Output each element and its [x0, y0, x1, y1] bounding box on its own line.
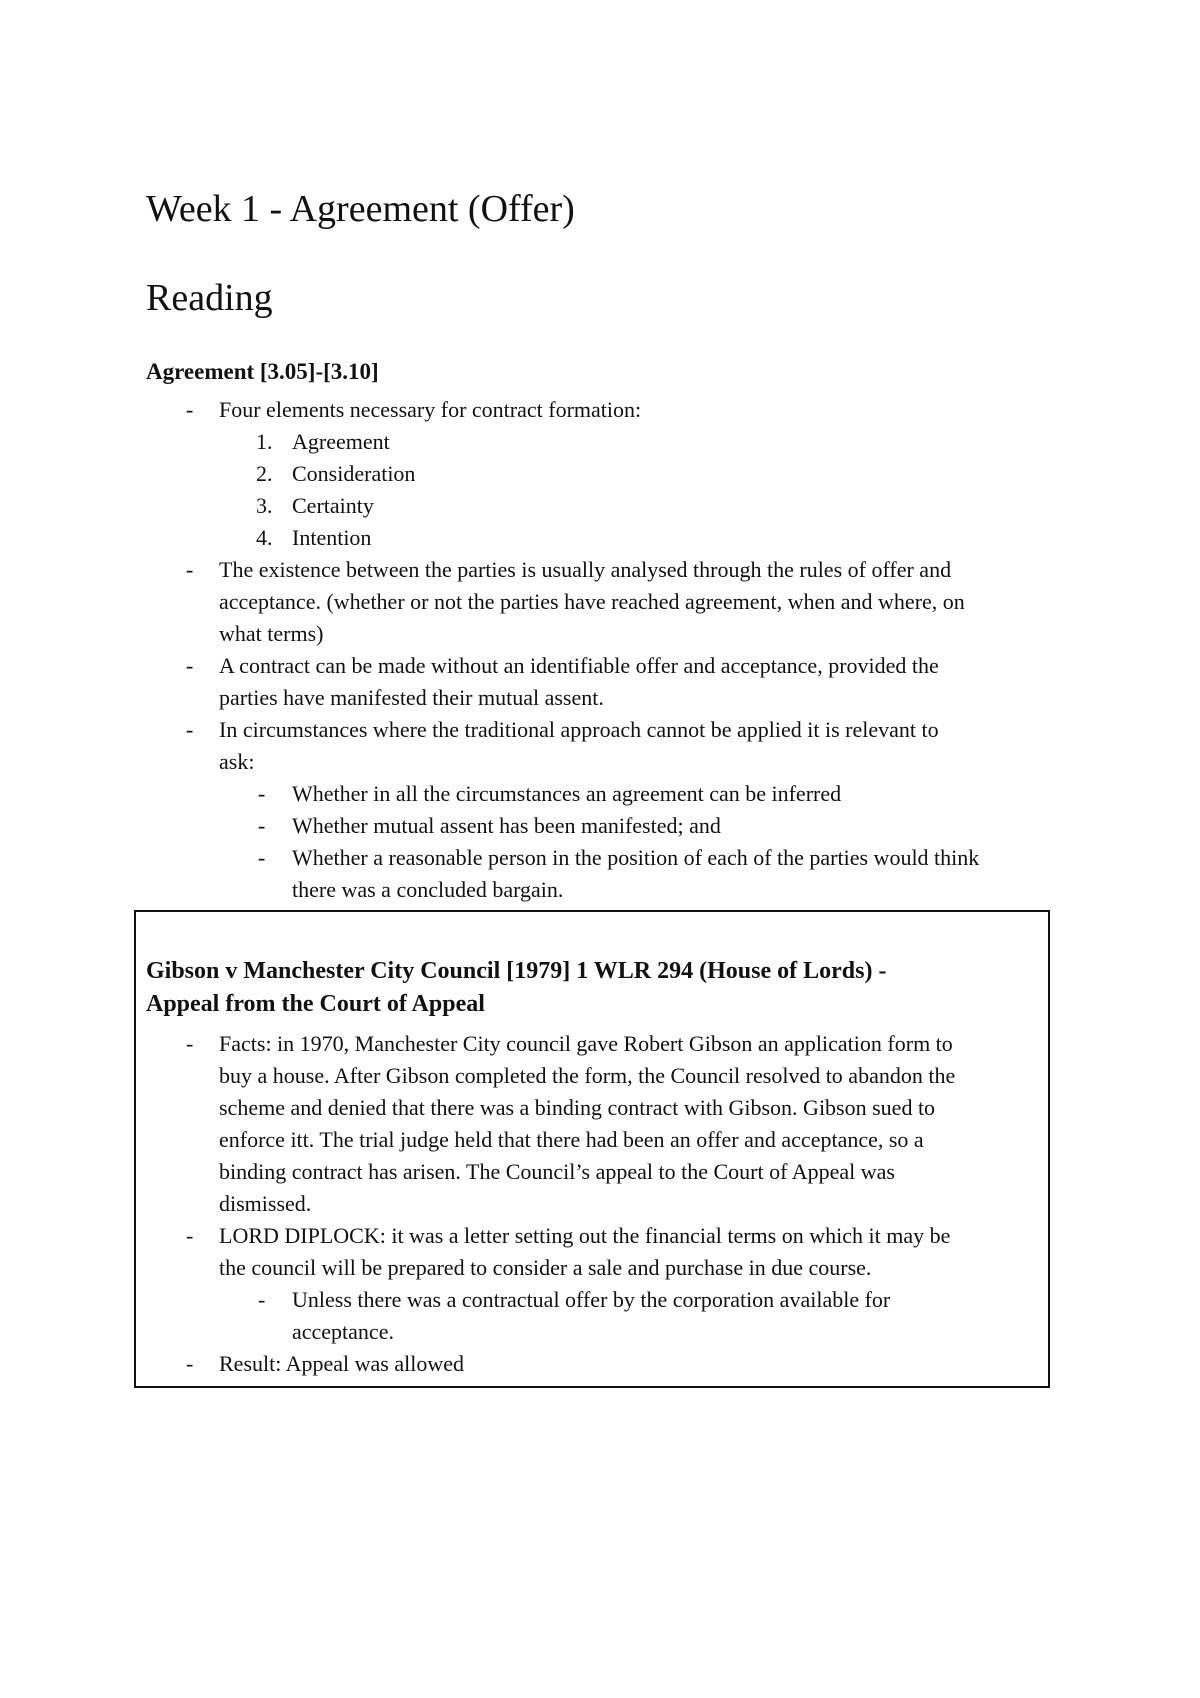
contract-text-line: parties have manifested their mutual assent. [219, 685, 604, 710]
facts-text-line: Facts: in 1970, Manchester City council gave Robert Gibson an application form to [219, 1031, 953, 1056]
list-item-consideration: Consideration [292, 461, 416, 486]
sub-bullet-marker: - [258, 1287, 266, 1312]
diplock-text-line: the council will be prepared to consider a sale and purchase in due course. [219, 1255, 872, 1280]
sub-bullet-marker: - [258, 781, 266, 806]
existence-text-line: The existence between the parties is usually analysed through the rules of offer and [219, 557, 952, 582]
bullet-marker: - [186, 1031, 194, 1056]
bullet-marker: - [186, 557, 194, 582]
existence-text-line: what terms) [219, 621, 324, 646]
sub-item-reasonable-person: Whether a reasonable person in the position of each of the parties would think [292, 845, 980, 870]
diplock-text-line: LORD DIPLOCK: it was a letter setting out the financial terms on which it may be [219, 1223, 951, 1248]
facts-text-line: binding contract has arisen. The Council’s appeal to the Court of Appeal was [219, 1159, 895, 1184]
sub-item-mutual-assent: Whether mutual assent has been manifested; and [292, 813, 721, 838]
list-item-agreement: Agreement [292, 429, 390, 454]
diplock-sub-text-line: Unless there was a contractual offer by the corporation available for [292, 1287, 891, 1312]
list-number: 2. [256, 461, 273, 486]
existence-text-line: acceptance. (whether or not the parties have reached agreement, when and where, on [219, 589, 965, 614]
facts-text-line: enforce itt. The trial judge held that there had been an offer and acceptance, so a [219, 1127, 924, 1152]
bullet-marker: - [186, 1351, 194, 1376]
facts-text-line: buy a house. After Gibson completed the form, the Council resolved to abandon the [219, 1063, 956, 1088]
sub-item-inferred: Whether in all the circumstances an agreement can be inferred [292, 781, 842, 806]
sub-bullet-marker: - [258, 845, 266, 870]
bullet-marker: - [186, 717, 194, 742]
circumstances-text-line: In circumstances where the traditional approach cannot be applied it is relevant to [219, 717, 939, 742]
bullet-marker: - [186, 1223, 194, 1248]
list-item-certainty: Certainty [292, 493, 374, 518]
sub-bullet-marker: - [258, 813, 266, 838]
sub-item-reasonable-person: there was a concluded bargain. [292, 877, 564, 902]
bullet-marker: - [186, 653, 194, 678]
case-heading: Appeal from the Court of Appeal [146, 991, 485, 1017]
list-number: 1. [256, 429, 273, 454]
case-heading: Gibson v Manchester City Council [1979] 1 WLR 294 (House of Lords) - [146, 958, 887, 984]
list-number: 4. [256, 525, 273, 550]
contract-text-line: A contract can be made without an identifiable offer and acceptance, provided the [219, 653, 939, 678]
list-item-intention: Intention [292, 525, 372, 550]
circumstances-text-line: ask: [219, 749, 255, 774]
document-title: Week 1 - Agreement (Offer) [146, 188, 575, 230]
facts-text-line: dismissed. [219, 1191, 312, 1216]
reading-heading: Reading [146, 277, 273, 319]
agreement-section-heading: Agreement [3.05]-[3.10] [146, 359, 379, 384]
list-number: 3. [256, 493, 273, 518]
result-text: Result: Appeal was allowed [219, 1351, 465, 1376]
four-elements-text: Four elements necessary for contract formation: [219, 397, 642, 422]
bullet-marker: - [186, 397, 194, 422]
diplock-sub-text-line: acceptance. [292, 1319, 394, 1344]
facts-text-line: scheme and denied that there was a binding contract with Gibson. Gibson sued to [219, 1095, 936, 1120]
